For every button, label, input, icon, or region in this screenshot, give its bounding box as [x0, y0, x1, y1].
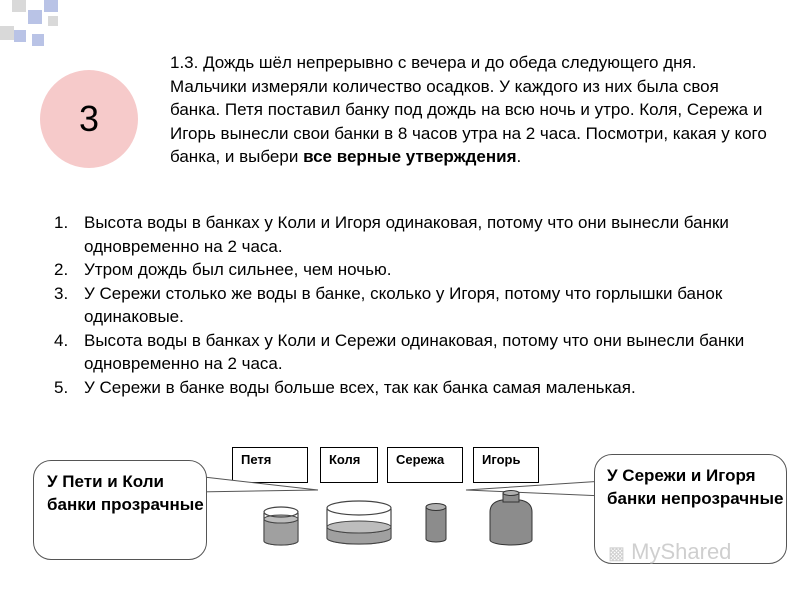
- option-number: 2.: [54, 260, 69, 279]
- problem-emphasis: все верные утверждения: [303, 147, 517, 166]
- label-kolya: Коля: [320, 447, 378, 483]
- bubble-tail-left: [195, 476, 318, 492]
- jar-petya: [264, 507, 298, 545]
- watermark-text: MyShared: [631, 539, 732, 564]
- option-number: 1.: [54, 213, 69, 232]
- label-seryozha: Сережа: [387, 447, 463, 483]
- option-text: У Сережи в банке воды больше всех, так как банка самая маленькая.: [84, 377, 636, 397]
- option-number: 4.: [54, 330, 69, 350]
- jar-kolya: [327, 501, 391, 544]
- option-number: 3.: [54, 283, 69, 303]
- problem-text: 1.3. Дождь шёл непрерывно с вечера и до обеда следующего дня. Мальчики измеряли количество осадков. У каждого из них была своя банка. Петя поставил банку под дождь на всю ночь и утро. Коля, Сережа и Игорь вынесли свои банки в 8 часов утра на 2 часа. Посмотри, какая у кого банка, и выбери: [170, 53, 767, 166]
- watermark-logo-icon: ▩: [608, 543, 626, 563]
- bubble-tail-right: [466, 481, 604, 496]
- option-text: У Сережи столько же воды в банке, сколько у Игоря, потому что горлышки банок одинаковые.: [84, 283, 723, 326]
- jar-seryozha: [426, 504, 446, 543]
- label-petya: Петя: [232, 447, 308, 483]
- label-igor: Игорь: [473, 447, 539, 483]
- problem-end: .: [516, 147, 522, 166]
- speech-bubble-left: У Пети и Коли банки прозрачные: [33, 460, 207, 560]
- option-text: Высота воды в банках у Коли и Игоря одинаковая, потому что они вынесли банки одновременно на 2 часа.: [84, 213, 729, 256]
- speech-bubble-right: У Сережи и Игоря банки непрозрачные: [594, 454, 787, 564]
- option-text: Высота воды в банках у Коли и Сережи одинаковая, потому что они вынесли банки одновременно на 2 часа.: [84, 330, 745, 373]
- jar-igor: [490, 491, 532, 546]
- slide-number: 3: [78, 98, 100, 139]
- option-number: 5.: [54, 377, 69, 397]
- option-text: Утром дождь был сильнее, чем ночью.: [84, 260, 392, 279]
- watermark: [608, 539, 731, 565]
